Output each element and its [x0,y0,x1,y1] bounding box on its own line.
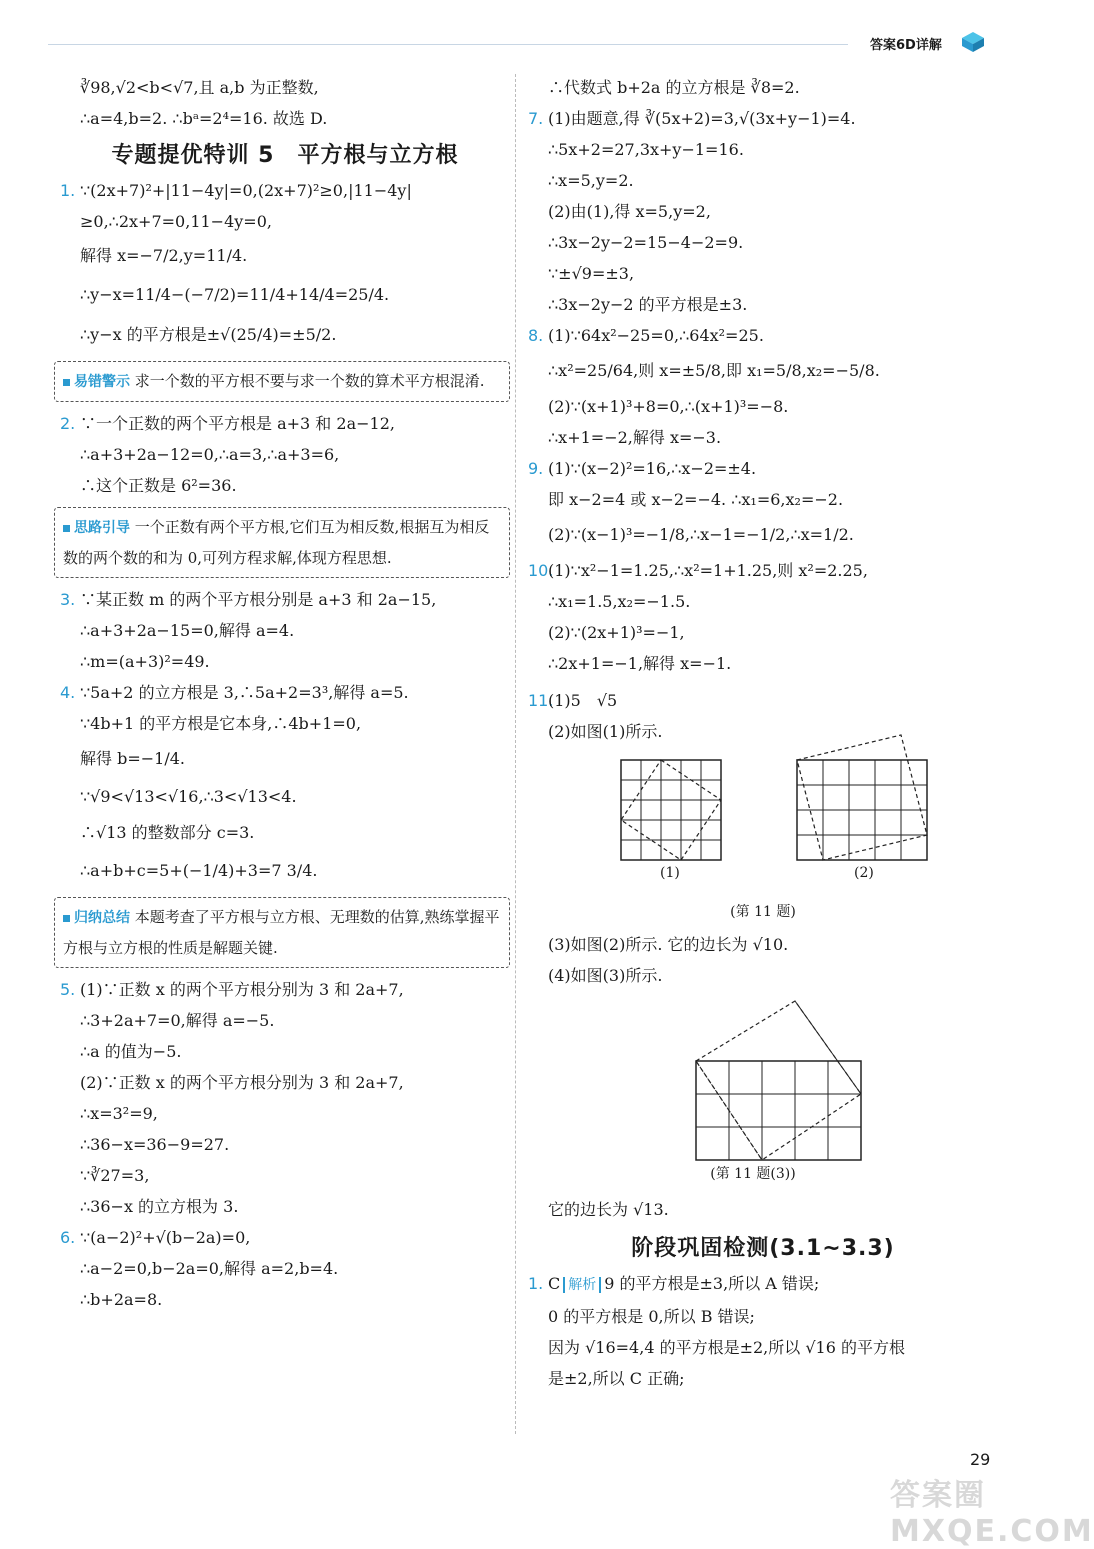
text-line: ∴a+3+2a−15=0,解得 a=4. [80,621,295,640]
text-line: ∴x₁=1.5,x₂=−1.5. [548,592,691,611]
grid-figure-1 [620,759,724,863]
text-line: ∴代数式 b+2a 的立方根是 ∛8=2. [548,78,800,97]
text-line: ∵±√9=±3, [548,264,635,283]
text-line: (2)∵正数 x 的两个平方根分别为 3 和 2a+7, [80,1073,404,1092]
question-number: 6. [60,1228,76,1247]
question-4: 4. ∵5a+2 的立方根是 3,∴5a+2=3³,解得 a=5. [60,677,510,708]
text-line: ∴x+1=−2,解得 x=−3. [548,428,722,447]
question-9: 9. (1)∵(x−2)²=16,∴x−2=±4. [528,453,998,484]
question-number: 11. [528,691,554,710]
text-line: ∴这个正数是 6²=36. [80,476,237,495]
text-line: 解得 b=−1/4. [80,749,185,768]
text-line: ∴x=5,y=2. [548,171,634,190]
text-line: ∴x²=25/64,则 x=±5/8,即 x₁=5/8,x₂=−5/8. [548,361,880,380]
question-2: 2. ∵一个正数的两个平方根是 a+3 和 2a−12, [60,408,510,439]
text-line: ∴x=3²=9, [80,1104,158,1123]
question-number: 3. [60,590,76,609]
header-rule [48,44,848,45]
question-5: 5. (1)∵正数 x 的两个平方根分别为 3 和 2a+7, [60,974,510,1005]
tip-box-guide [54,507,510,578]
text-line: 0 的平方根是 0,所以 B 错误; [548,1307,755,1326]
text-line: ∴y−x=11/4−(−7/2)=11/4+14/4=25/4. [80,285,390,304]
grid-figure-3 [692,999,864,1163]
figure-caption: (第 11 题) [730,904,796,920]
text-line: ∴2x+1=−1,解得 x=−1. [548,654,732,673]
text-line: ∴a+3+2a−12=0,∴a=3,∴a+3=6, [80,445,340,464]
text-line: ∴a 的值为−5. [80,1042,182,1061]
figure-1-label: (1) [660,865,680,881]
tip-text: 本题考查了平方根与立方根、无理数的估算,熟练掌握平方根与立方根的性质是解题关键. [63,908,500,957]
text-line: ∵4b+1 的平方根是它本身,∴4b+1=0, [80,714,362,733]
text-line: ∴5x+2=27,3x+y−1=16. [548,140,744,159]
figure-2-label: (2) [854,865,874,881]
text-line: ∴36−x=36−9=27. [80,1135,230,1154]
text-line: ∵√9<√13<√16,∴3<√13<4. [80,787,297,806]
text-line: ∴a=4,b=2. ∴bᵃ=2⁴=16. 故选 D. [80,109,328,128]
answer: C [548,1274,561,1293]
right-column [528,72,998,1394]
tip-label: 归纳总结 [63,910,130,926]
question-number: 1. [528,1274,544,1293]
question-number: 4. [60,683,76,702]
grid-figure-2 [796,733,936,865]
question-number: 5. [60,980,76,999]
text-line: ∴y−x 的平方根是±√(25/4)=±5/2. [80,325,337,344]
stage-question-1: 1. C 解析 9 的平方根是±3,所以 A 错误; [528,1268,998,1301]
question-number: 8. [528,326,544,345]
tip-box-warning [54,361,510,402]
left-column [60,72,510,1315]
text-line: 因为 √16=4,4 的平方根是±2,所以 √16 的平方根 [548,1338,905,1357]
text-line: (2)∵(x+1)³+8=0,∴(x+1)³=−8. [548,397,789,416]
tip-box-summary [54,897,510,968]
question-8: 8. (1)∵64x²−25=0,∴64x²=25. [528,320,998,351]
question-11: 11.(1)5 √5 [528,685,998,716]
watermark: 答案圈 MXQE.COM [890,1478,1094,1549]
figure-caption: (第 11 题(3)) [710,1166,796,1182]
text-line: (2)由(1),得 x=5,y=2, [548,202,711,221]
question-1: 1. ∵(2x+7)²+|11−4y|=0,(2x+7)²≥0,|11−4y| [60,175,510,206]
tip-label: 思路引导 [63,520,130,536]
question-number: 1. [60,181,76,200]
text-line: (2)∵(x−1)³=−1/8,∴x−1=−1/2,∴x=1/2. [548,525,854,544]
text-line: ∵∛27=3, [80,1166,150,1185]
question-7: 7. (1)由题意,得 ∛(5x+2)=3,√(3x+y−1)=4. [528,103,998,134]
question-3: 3. ∵某正数 m 的两个平方根分别是 a+3 和 2a−15, [60,584,510,615]
question-number: 10. [528,561,554,580]
text-line: 即 x−2=4 或 x−2=−4. ∴x₁=6,x₂=−2. [548,490,844,509]
figure-row-1-2 [528,755,998,905]
brand-cube-icon [960,30,986,54]
text-line: 它的边长为 √13. [548,1200,669,1219]
page-number: 29 [970,1450,991,1469]
tip-label: 易错警示 [63,374,130,390]
section-title: 阶段巩固检测(3.1~3.3) [631,1236,895,1261]
text-line: (4)如图(3)所示. [548,966,663,985]
text-line: ∴36−x 的立方根为 3. [80,1197,239,1216]
text-line: ∴3x−2y−2 的平方根是±3. [548,295,748,314]
analysis-tag: 解析 [563,1277,601,1293]
text-line: ∴3x−2y−2=15−4−2=9. [548,233,744,252]
question-number: 9. [528,459,544,478]
text-line: (2)如图(1)所示. [548,722,663,741]
tip-text: 一个正数有两个平方根,它们互为相反数,根据互为相反数的两个数的和为 0,可列方程求解,体现方程思想. [63,518,490,567]
tip-text: 求一个数的平方根不要与求一个数的算术平方根混淆. [134,372,485,390]
text-line: ∛98,√2<b<√7,且 a,b 为正整数, [80,78,319,97]
text-line: ∴a−2=0,b−2a=0,解得 a=2,b=4. [80,1259,339,1278]
text-line: ∴a+b+c=5+(−1/4)+3=7 3/4. [80,861,318,880]
question-10: 10.(1)∵x²−1=1.25,∴x²=1+1.25,则 x²=2.25, [528,555,998,586]
section-title: 专题提优特训 5 平方根与立方根 [111,143,459,168]
text-line: ∴3+2a+7=0,解得 a=−5. [80,1011,275,1030]
text-line: (3)如图(2)所示. 它的边长为 √10. [548,935,789,954]
text-line: ∴√13 的整数部分 c=3. [80,823,255,842]
text-line: ≥0,∴2x+7=0,11−4y=0, [80,212,272,231]
text-line: (2)∵(2x+1)³=−1, [548,623,685,642]
text-line: 是±2,所以 C 正确; [548,1369,685,1388]
text-line: ∴m=(a+3)²=49. [80,652,210,671]
column-divider [515,74,516,1434]
text-line: 解得 x=−7/2,y=11/4. [80,246,248,265]
question-number: 7. [528,109,544,128]
question-6: 6. ∵(a−2)²+√(b−2a)=0, [60,1222,510,1253]
question-number: 2. [60,414,76,433]
text-line: ∴b+2a=8. [80,1290,163,1309]
header-brand: 答案6D详解 [870,38,942,53]
